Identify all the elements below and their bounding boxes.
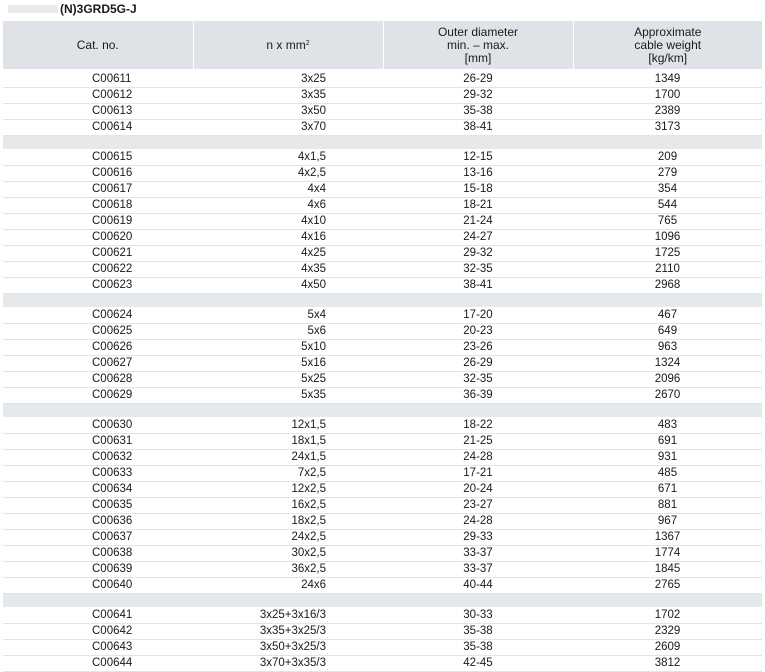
table-row (3, 182, 762, 198)
cell-outer-diameter: 35-38 (383, 104, 573, 120)
table-row (3, 340, 762, 356)
cell-cat-no: C00626 (3, 340, 193, 356)
cell-weight: 209 (573, 150, 762, 166)
table-row (3, 608, 762, 624)
cell-cat-no: C00617 (3, 182, 193, 198)
cell-cross-section: 12x2,5 (193, 482, 383, 498)
separator-cell (383, 294, 573, 308)
cell-outer-diameter: 32-35 (383, 262, 573, 278)
cell-cat-no: C00627 (3, 356, 193, 372)
cell-cross-section: 4x6 (193, 198, 383, 214)
table-row (3, 514, 762, 530)
cell-cross-section: 5x25 (193, 372, 383, 388)
cell-outer-diameter: 33-37 (383, 562, 573, 578)
cell-cross-section: 36x2,5 (193, 562, 383, 578)
cell-weight: 1324 (573, 356, 762, 372)
cell-outer-diameter: 35-38 (383, 640, 573, 656)
cell-outer-diameter: 12-15 (383, 150, 573, 166)
cell-outer-diameter: 30-33 (383, 608, 573, 624)
separator-cell (383, 404, 573, 418)
separator-cell (193, 136, 383, 150)
table-row (3, 262, 762, 278)
cell-weight: 2670 (573, 388, 762, 404)
cell-cat-no: C00620 (3, 230, 193, 246)
cell-outer-diameter: 35-38 (383, 624, 573, 640)
cell-weight: 1702 (573, 608, 762, 624)
group-separator (3, 294, 762, 308)
table-row (3, 624, 762, 640)
table-row (3, 150, 762, 166)
cell-cross-section: 3x70 (193, 120, 383, 136)
separator-cell (193, 594, 383, 608)
cell-weight: 544 (573, 198, 762, 214)
separator-cell (3, 136, 193, 150)
cell-cat-no: C00637 (3, 530, 193, 546)
separator-cell (3, 294, 193, 308)
table-row (3, 578, 762, 594)
cell-weight: 1774 (573, 546, 762, 562)
cell-outer-diameter: 21-24 (383, 214, 573, 230)
table-row (3, 546, 762, 562)
cell-cross-section: 4x4 (193, 182, 383, 198)
cell-cat-no: C00636 (3, 514, 193, 530)
cell-outer-diameter: 23-27 (383, 498, 573, 514)
cell-cat-no: C00623 (3, 278, 193, 294)
cell-outer-diameter: 38-41 (383, 120, 573, 136)
cell-weight: 671 (573, 482, 762, 498)
cell-weight: 1845 (573, 562, 762, 578)
separator-cell (383, 594, 573, 608)
cell-weight: 1700 (573, 88, 762, 104)
cell-outer-diameter: 18-22 (383, 418, 573, 434)
table-row (3, 278, 762, 294)
cell-outer-diameter: 38-41 (383, 278, 573, 294)
cell-weight: 2609 (573, 640, 762, 656)
separator-cell (3, 404, 193, 418)
cell-outer-diameter: 21-25 (383, 434, 573, 450)
cell-cross-section: 4x35 (193, 262, 383, 278)
separator-cell (383, 136, 573, 150)
cell-cat-no: C00614 (3, 120, 193, 136)
cell-cross-section: 4x50 (193, 278, 383, 294)
table-row (3, 466, 762, 482)
cell-cat-no: C00628 (3, 372, 193, 388)
cell-weight: 967 (573, 514, 762, 530)
cell-cross-section: 3x35 (193, 88, 383, 104)
cell-outer-diameter: 23-26 (383, 340, 573, 356)
cell-cross-section: 24x6 (193, 578, 383, 594)
cell-cross-section: 16x2,5 (193, 498, 383, 514)
cell-outer-diameter: 24-28 (383, 450, 573, 466)
cell-cat-no: C00642 (3, 624, 193, 640)
separator-cell (3, 594, 193, 608)
cell-cross-section: 24x1,5 (193, 450, 383, 466)
cell-cross-section: 7x2,5 (193, 466, 383, 482)
cell-cross-section: 3x25 (193, 71, 383, 88)
cell-cross-section: 3x50 (193, 104, 383, 120)
cell-outer-diameter: 40-44 (383, 578, 573, 594)
cell-cat-no: C00631 (3, 434, 193, 450)
cell-weight: 963 (573, 340, 762, 356)
header-cross-section: n x $mm^2$ (193, 21, 383, 71)
group-separator (3, 404, 762, 418)
cell-cross-section: 4x1,5 (193, 150, 383, 166)
cell-outer-diameter: 17-21 (383, 466, 573, 482)
cell-weight: 2096 (573, 372, 762, 388)
cell-cat-no: C00616 (3, 166, 193, 182)
group-separator (3, 594, 762, 608)
group-separator (3, 136, 762, 150)
table-row (3, 656, 762, 672)
cell-cat-no: C00629 (3, 388, 193, 404)
separator-cell (193, 294, 383, 308)
table-row (3, 450, 762, 466)
cell-cross-section: 5x4 (193, 308, 383, 324)
cell-cat-no: C00635 (3, 498, 193, 514)
cell-cross-section: 3x35+3x25/3 (193, 624, 383, 640)
cell-cat-no: C00612 (3, 88, 193, 104)
cell-cross-section: 12x1,5 (193, 418, 383, 434)
table-header (3, 21, 762, 71)
cell-weight: 1096 (573, 230, 762, 246)
table-row (3, 214, 762, 230)
cell-cat-no: C00611 (3, 71, 193, 88)
cell-cat-no: C00625 (3, 324, 193, 340)
cell-cross-section: 5x6 (193, 324, 383, 340)
cell-cross-section: 5x35 (193, 388, 383, 404)
cell-cross-section: 24x2,5 (193, 530, 383, 546)
cell-outer-diameter: 32-35 (383, 372, 573, 388)
cell-outer-diameter: 33-37 (383, 546, 573, 562)
cell-cat-no: C00633 (3, 466, 193, 482)
table-row (3, 388, 762, 404)
table-row (3, 372, 762, 388)
table-row (3, 562, 762, 578)
cell-weight: 467 (573, 308, 762, 324)
table-row (3, 434, 762, 450)
cell-weight: 2765 (573, 578, 762, 594)
cell-cat-no: C00644 (3, 656, 193, 672)
cell-weight: 3812 (573, 656, 762, 672)
cell-weight: 649 (573, 324, 762, 340)
table-row (3, 482, 762, 498)
header-outer-diameter: Outer diameter min. – max. [mm] (383, 21, 573, 71)
cell-weight: 931 (573, 450, 762, 466)
cell-cross-section: 4x16 (193, 230, 383, 246)
cell-weight: 2110 (573, 262, 762, 278)
cell-cat-no: C00639 (3, 562, 193, 578)
cell-outer-diameter: 36-39 (383, 388, 573, 404)
table-row (3, 640, 762, 656)
cell-outer-diameter: 26-29 (383, 356, 573, 372)
cell-cross-section: 18x2,5 (193, 514, 383, 530)
cell-cat-no: C00640 (3, 578, 193, 594)
cell-weight: 1367 (573, 530, 762, 546)
table-body (3, 71, 762, 672)
table-row (3, 198, 762, 214)
cell-outer-diameter: 29-32 (383, 246, 573, 262)
cell-cat-no: C00632 (3, 450, 193, 466)
table-row (3, 498, 762, 514)
cell-cross-section: 3x25+3x16/3 (193, 608, 383, 624)
cell-cat-no: C00638 (3, 546, 193, 562)
cell-weight: 691 (573, 434, 762, 450)
cell-cat-no: C00618 (3, 198, 193, 214)
cell-outer-diameter: 29-32 (383, 88, 573, 104)
cell-cat-no: C00619 (3, 214, 193, 230)
separator-cell (573, 594, 762, 608)
cell-cross-section: 4x25 (193, 246, 383, 262)
cell-outer-diameter: 26-29 (383, 71, 573, 88)
table-row (3, 230, 762, 246)
table-row (3, 120, 762, 136)
cell-cross-section: 3x70+3x35/3 (193, 656, 383, 672)
cell-weight: 2329 (573, 624, 762, 640)
cell-weight: 1349 (573, 71, 762, 88)
cell-outer-diameter: 20-24 (383, 482, 573, 498)
cell-weight: 279 (573, 166, 762, 182)
cable-spec-table (3, 21, 762, 672)
cell-weight: 483 (573, 418, 762, 434)
cell-weight: 2968 (573, 278, 762, 294)
separator-cell (573, 404, 762, 418)
cell-cat-no: C00624 (3, 308, 193, 324)
cell-outer-diameter: 17-20 (383, 308, 573, 324)
cell-weight: 2389 (573, 104, 762, 120)
table-row (3, 530, 762, 546)
cell-weight: 1725 (573, 246, 762, 262)
table-row (3, 324, 762, 340)
cell-cross-section: 5x10 (193, 340, 383, 356)
cell-outer-diameter: 24-27 (383, 230, 573, 246)
cell-cat-no: C00615 (3, 150, 193, 166)
cell-outer-diameter: 15-18 (383, 182, 573, 198)
cell-cat-no: C00613 (3, 104, 193, 120)
table-row (3, 308, 762, 324)
table-row (3, 104, 762, 120)
cell-outer-diameter: 13-16 (383, 166, 573, 182)
table-row (3, 166, 762, 182)
separator-cell (193, 404, 383, 418)
cell-cross-section: 4x2,5 (193, 166, 383, 182)
cell-outer-diameter: 18-21 (383, 198, 573, 214)
page-title: (N)3GRD5G-J (60, 2, 137, 16)
cell-cat-no: C00643 (3, 640, 193, 656)
cell-weight: 354 (573, 182, 762, 198)
cell-cat-no: C00621 (3, 246, 193, 262)
cell-weight: 485 (573, 466, 762, 482)
table-row (3, 246, 762, 262)
cell-outer-diameter: 29-33 (383, 530, 573, 546)
title-bar (0, 0, 765, 20)
cell-cat-no: C00622 (3, 262, 193, 278)
table-row (3, 71, 762, 88)
table-row (3, 356, 762, 372)
cell-cross-section: 4x10 (193, 214, 383, 230)
cell-cross-section: 5x16 (193, 356, 383, 372)
cell-weight: 881 (573, 498, 762, 514)
separator-cell (573, 294, 762, 308)
cell-outer-diameter: 42-45 (383, 656, 573, 672)
header-cable-weight: Approximate cable weight [kg/km] (573, 21, 762, 71)
cell-cat-no: C00634 (3, 482, 193, 498)
table-row (3, 418, 762, 434)
header-cat-no: Cat. no. (3, 21, 193, 71)
cell-outer-diameter: 20-23 (383, 324, 573, 340)
cell-outer-diameter: 24-28 (383, 514, 573, 530)
title-decoration (8, 5, 58, 13)
cell-weight: 765 (573, 214, 762, 230)
table-row (3, 88, 762, 104)
cell-cross-section: 3x50+3x25/3 (193, 640, 383, 656)
separator-cell (573, 136, 762, 150)
cell-cat-no: C00641 (3, 608, 193, 624)
cell-cross-section: 30x2,5 (193, 546, 383, 562)
cell-cat-no: C00630 (3, 418, 193, 434)
cell-cross-section: 18x1,5 (193, 434, 383, 450)
cell-weight: 3173 (573, 120, 762, 136)
